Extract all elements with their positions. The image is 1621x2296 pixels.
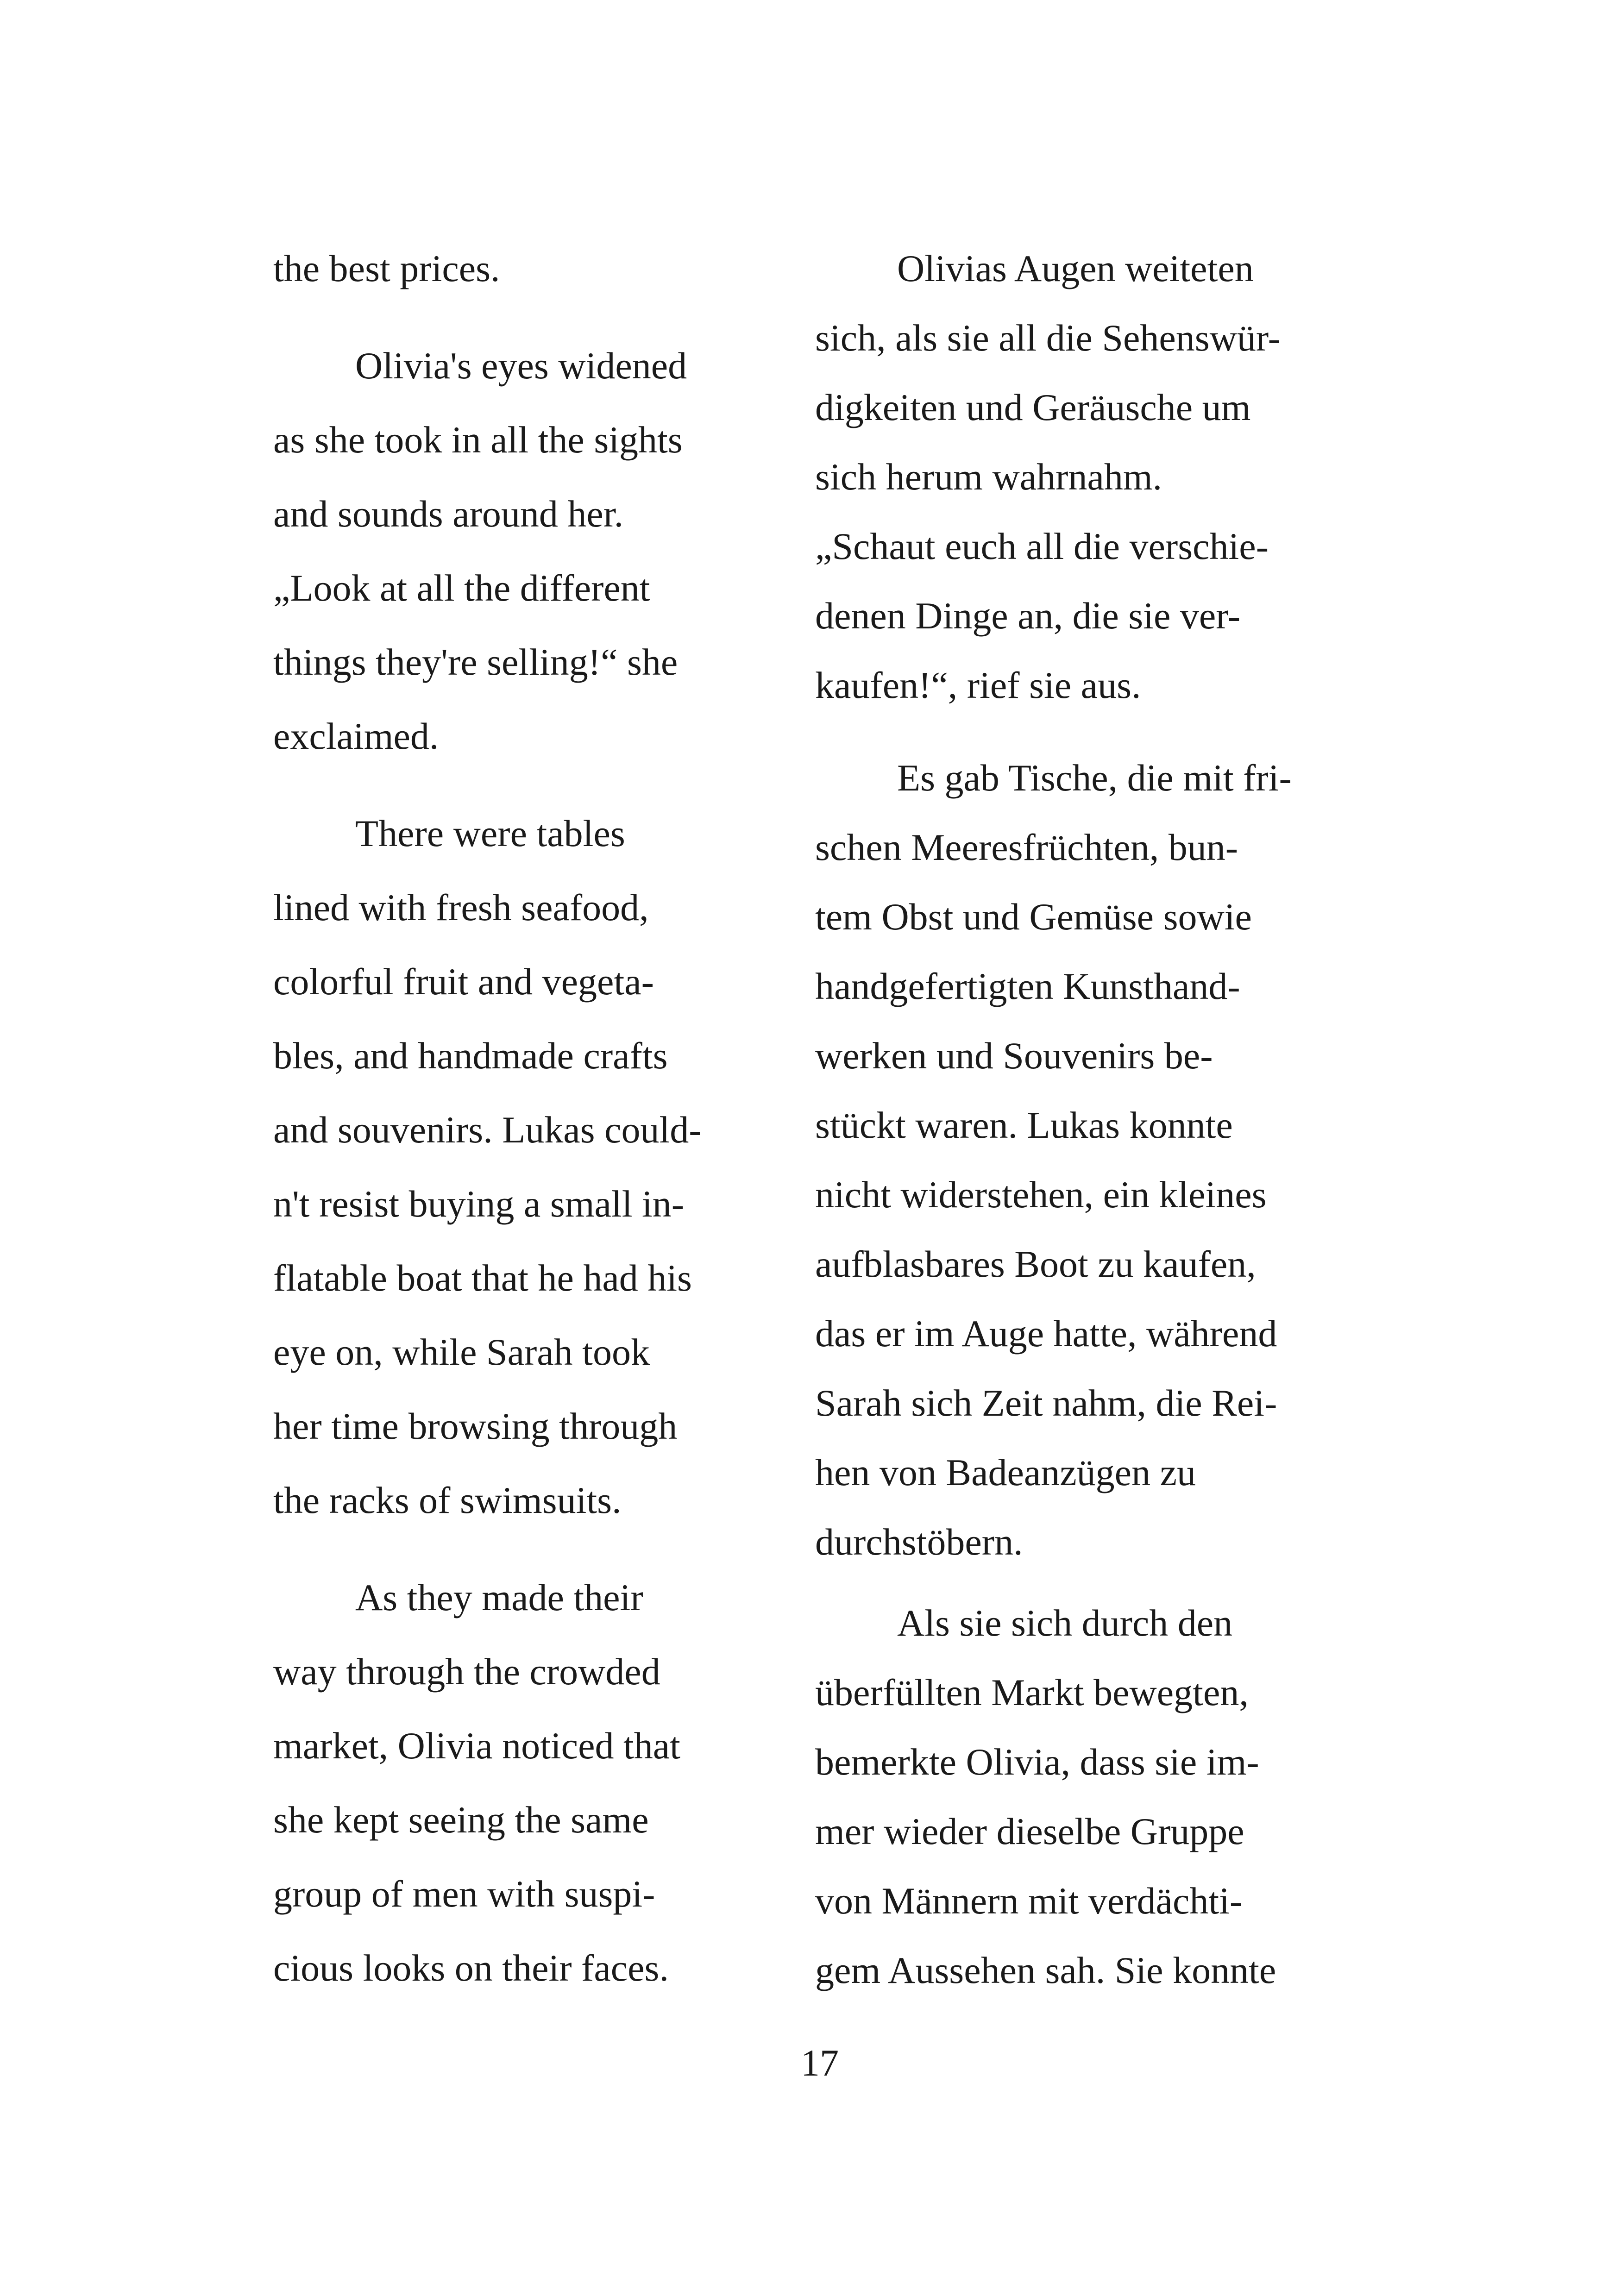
german-line: schen Meeresfrüchten, bun- (815, 826, 1238, 868)
german-line: von Männern mit verdächti- (815, 1880, 1243, 1922)
german-line: gem Aussehen sah. Sie konnte (815, 1949, 1276, 1991)
english-line: as she took in all the sights (273, 419, 683, 461)
english-line: As they made their (355, 1576, 643, 1618)
german-line: Olivias Augen weiteten (897, 247, 1254, 289)
english-line: the best prices. (273, 247, 500, 289)
german-line: tem Obst und Gemüse sowie (815, 896, 1252, 938)
page-number: 17 (801, 2042, 839, 2084)
german-line: sich herum wahrnahm. (815, 456, 1162, 498)
german-line: werken und Souvenirs be- (815, 1035, 1213, 1077)
german-line: „Schaut euch all die verschie- (815, 525, 1269, 567)
german-line: aufblasbares Boot zu kaufen, (815, 1243, 1256, 1285)
english-line: things they're selling!“ she (273, 641, 678, 683)
english-line: eye on, while Sarah took (273, 1331, 650, 1373)
english-line: flatable boat that he had his (273, 1257, 692, 1299)
english-line: exclaimed. (273, 715, 439, 757)
english-line: cious looks on their faces. (273, 1947, 669, 1989)
english-line: she kept seeing the same (273, 1799, 649, 1841)
english-line: Olivia's eyes widened (355, 345, 687, 387)
english-line: colorful fruit and vegeta- (273, 960, 654, 1003)
german-line: nicht widerstehen, ein kleines (815, 1173, 1267, 1216)
german-line: handgefertigten Kunsthand- (815, 965, 1240, 1007)
english-line: bles, and handmade crafts (273, 1035, 668, 1077)
german-line: digkeiten und Geräusche um (815, 386, 1251, 428)
german-line: hen von Badeanzügen zu (815, 1451, 1196, 1493)
english-line: and souvenirs. Lukas could- (273, 1109, 702, 1151)
english-line: n't resist buying a small in- (273, 1183, 685, 1225)
german-line: Sarah sich Zeit nahm, die Rei- (815, 1382, 1277, 1424)
german-line: stückt waren. Lukas konnte (815, 1104, 1233, 1146)
german-line: sich, als sie all die Sehenswür- (815, 317, 1281, 359)
german-line: durchstöbern. (815, 1521, 1023, 1563)
german-line: Als sie sich durch den (897, 1602, 1233, 1644)
english-line: There were tables (355, 812, 625, 854)
english-line: market, Olivia noticed that (273, 1725, 680, 1767)
german-line: mer wieder dieselbe Gruppe (815, 1810, 1244, 1852)
english-line: group of men with suspi- (273, 1873, 655, 1915)
german-line: denen Dinge an, die sie ver- (815, 595, 1241, 637)
english-line: her time browsing through (273, 1405, 678, 1447)
english-line: the racks of swimsuits. (273, 1479, 622, 1521)
german-line: kaufen!“, rief sie aus. (815, 664, 1141, 706)
english-line: and sounds around her. (273, 493, 624, 535)
english-line: way through the crowded (273, 1650, 660, 1693)
english-line: „Look at all the different (273, 567, 650, 609)
german-line: Es gab Tische, die mit fri- (897, 757, 1292, 799)
german-line: überfüllten Markt bewegten, (815, 1671, 1249, 1713)
german-line: das er im Auge hatte, während (815, 1312, 1277, 1355)
english-line: lined with fresh seafood, (273, 886, 649, 928)
german-line: bemerkte Olivia, dass sie im- (815, 1741, 1259, 1783)
